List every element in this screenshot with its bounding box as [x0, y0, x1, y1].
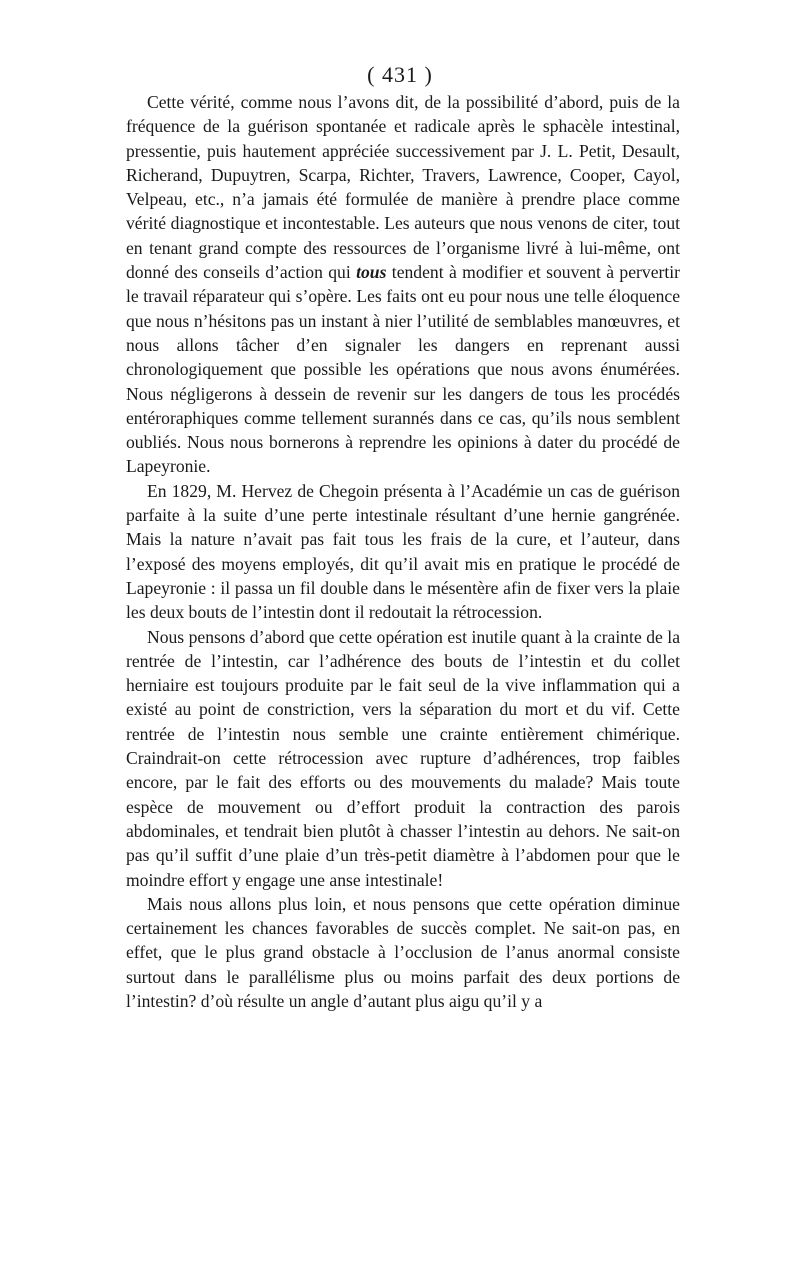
emphasis-tous: tous: [356, 262, 387, 283]
paragraph-2: En 1829, M. Hervez de Chegoin présenta à l’Académie un cas de guérison parfaite à la suite d’une perte intestinale résultant d’une hernie gangrénée. Mais la nature n’avait pas fait tous les frais de la cure, et l’auteur, dans l’exposé des moyens employés, dit qu’il avait mis en pratique le procédé de Lapeyronie : il passa un fil double dans le mésentère afin de fixer vers la plaie les deux bouts de l’intestin dont il redoutait la rétrocession.: [126, 480, 680, 623]
page-number: ( 431 ): [367, 62, 433, 87]
paragraph-3: Nous pensons d’abord que cette opération est inutile quant à la crainte de la rentrée de l’intestin, car l’adhérence des bouts de l’intestin et du collet herniaire est toujours produite par le fait seul de la vive inflammation qui a existé au point de constriction, vers la séparation du mort et du vif. Cette rentrée de l’intestin nous semble une crainte entièrement chimérique. Craindrait-on cette rétrocession avec rupture d’adhérences, trop faibles encore, par le fait des efforts ou des mouvements du malade? Mais toute espèce de mouvement ou d’effort produit la contraction des parois abdominales, et tendrait bien plutôt à chasser l’intestin au dehors. Ne sait-on pas qu’il suffit d’une plaie d’un très-petit diamètre à l’abdomen pour que le moindre effort y engage une anse intestinale!: [126, 626, 680, 890]
paragraph-1: [126, 90, 680, 479]
paragraph-4: Mais nous allons plus loin, et nous pensons que cette opération diminue certainement les chances favorables de succès complet. Ne sait-on pas, en effet, que le plus grand obstacle à l’occlusion de l’anus anormal consiste surtout dans le parallélisme plus ou moins parfait des deux portions de l’intestin? d’où résulte un angle d’autant plus aigu qu’il y a: [126, 893, 680, 1011]
body-text: [126, 90, 680, 1013]
paragraph-1-text-after: tendent à modifier et souvent à pervertir le travail réparateur qui s’opère. Les faits ont eu pour nous une telle éloquence que nous n’hésitons pas un instant à nier l’utilité de semblables manœuvres, et nous allons tâcher d’en signaler les dangers en reprenant aussi chronologiquement que possible les opérations que nous avons énumérées. Nous négligerons à dessein de revenir sur les dangers de tous les procédés entéroraphiques comme tellement surannés dans ce cas, qu’ils nous semblent oubliés. Nous nous bornerons à reprendre les opinions à dater du procédé de Lapeyronie.: [126, 262, 680, 477]
paragraph-1-text-before: Cette vérité, comme nous l’avons dit, de la possibilité d’abord, puis de la fréquence de la guérison spontanée et radicale après le sphacèle intestinal, pressentie, puis hautement appréciée successivement par J. L. Petit, Desault, Richerand, Dupuytren, Scarpa, Richter, Travers, Lawrence, Cooper, Cayol, Velpeau, etc., n’a jamais été formulée de manière à prendre place comme vérité diagnostique et incontestable. Les auteurs que nous venons de citer, tout en tenant grand compte des ressources de l’organisme livré à lui-même, ont donné des conseils d’action qui: [126, 92, 680, 283]
